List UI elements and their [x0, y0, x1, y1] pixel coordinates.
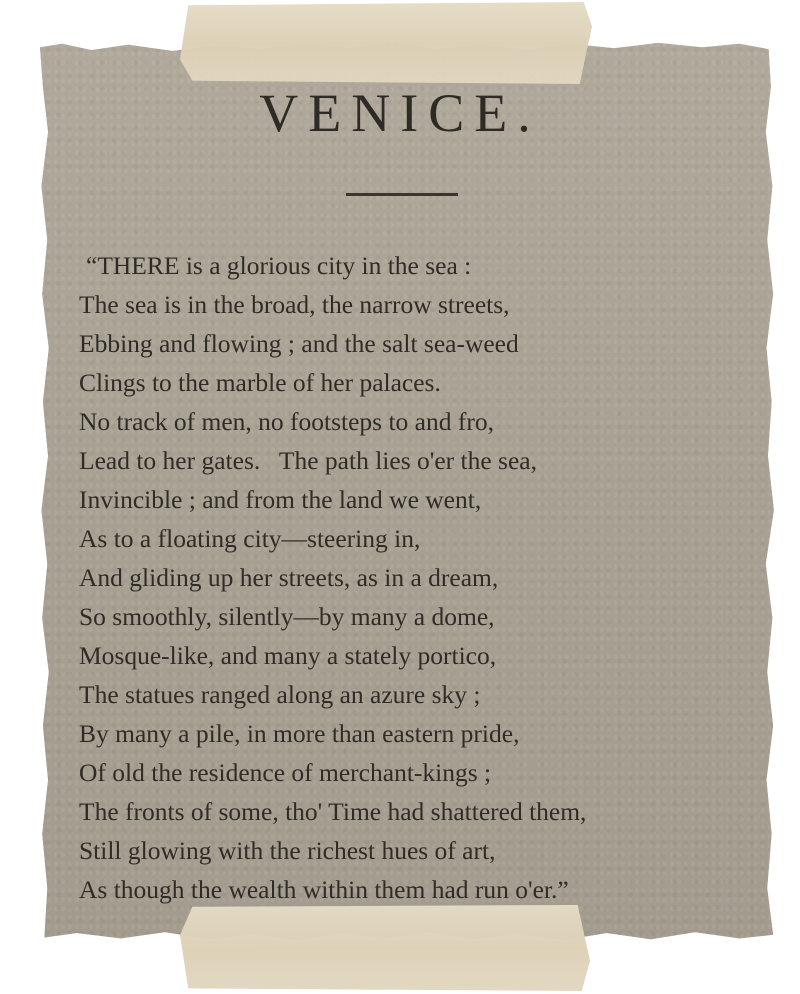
poem-line: As to a floating city—steering in, [79, 524, 421, 553]
poem-line: Invincible ; and from the land we went, [79, 485, 482, 514]
poem-body [79, 246, 779, 909]
poem-line: The statues ranged along an azure sky ; [79, 680, 481, 709]
poem-line: Mosque-like, and many a stately portico, [79, 641, 497, 670]
poem-line: “THERE is a glorious city in the sea : [86, 251, 472, 280]
poem-line: Clings to the marble of her palaces. [79, 368, 441, 397]
masking-tape-top [180, 2, 592, 84]
poem-line: The fronts of some, tho' Time had shattered them, [79, 797, 587, 826]
poem-line: No track of men, no footsteps to and fro, [79, 407, 494, 436]
page-title: VENICE. [259, 83, 541, 143]
poem-line: Still glowing with the richest hues of art, [79, 836, 496, 865]
poem-line: And gliding up her streets, as in a dream, [79, 563, 499, 592]
poem-line: By many a pile, in more than eastern pride, [79, 719, 520, 748]
poem-line: Lead to her gates. The path lies o'er the sea, [79, 446, 537, 475]
poem-line: So smoothly, silently—by many a dome, [79, 602, 495, 631]
poem-line: The sea is in the broad, the narrow streets, [79, 290, 510, 319]
title-divider [346, 193, 458, 196]
poem-line: As though the wealth within them had run o'er.” [79, 875, 569, 904]
poem-line: Ebbing and flowing ; and the salt sea-weed [79, 329, 519, 358]
masking-tape-bottom [180, 905, 590, 991]
poem-line: Of old the residence of merchant-kings ; [79, 758, 492, 787]
